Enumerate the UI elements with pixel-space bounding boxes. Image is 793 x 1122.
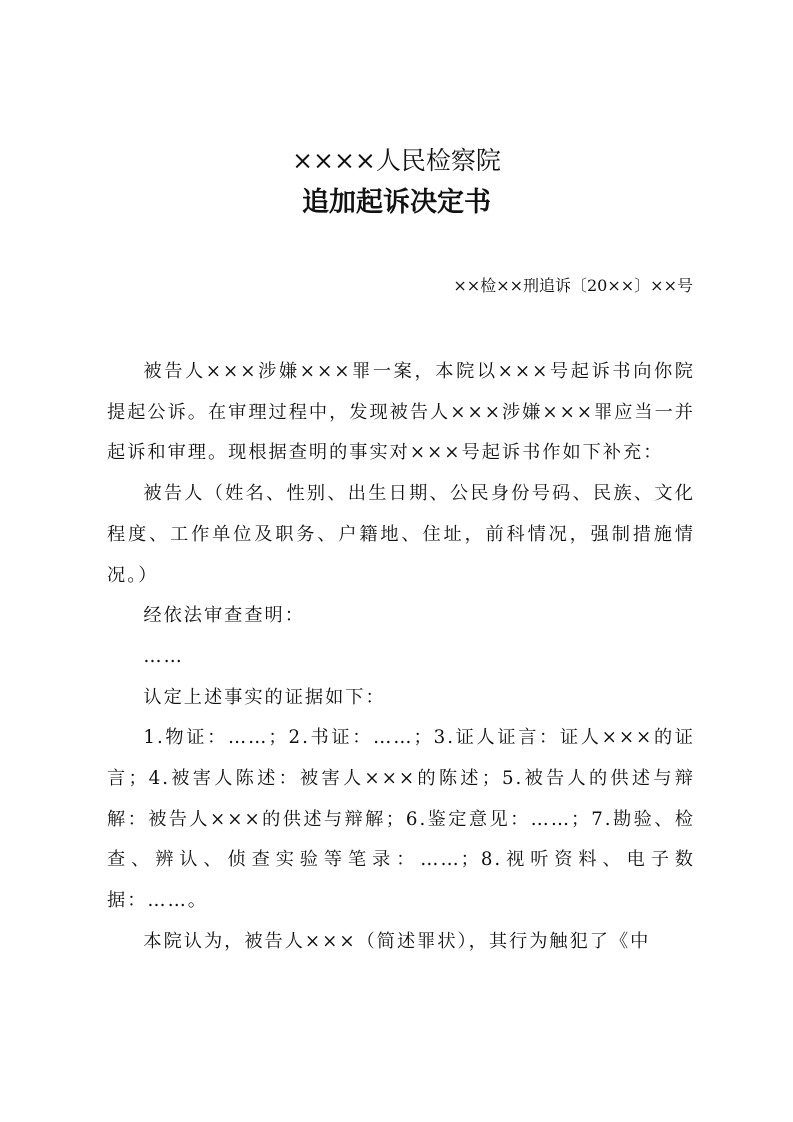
paragraph-ellipsis: ……	[143, 645, 184, 667]
procuratorate-name: ××××人民检察院	[292, 146, 501, 175]
paragraph-review-findings: 经依法审查查明：	[143, 605, 305, 627]
document-number: ××检××刑追诉〔20××〕××号	[453, 276, 693, 295]
document-body	[107, 352, 695, 963]
paragraph-evidence-list: 1.物证：……；2.书证：……；3.证人证言：证人×××的证言；4.被害人陈述：被害人×××的陈述；5.被告人的供述与辩解：被告人×××的供述与辩解；6.鉴定意见：……；7.勘验、检查、辨认、侦查实验等笔录：……；8.视听资料、电子数据：……。	[107, 727, 695, 912]
document-title: 追加起诉决定书	[302, 187, 491, 218]
paragraph-evidence-intro: 认定上述事实的证据如下：	[143, 686, 386, 708]
paragraph-conclusion: 本院认为，被告人×××（简述罪状），其行为触犯了《中	[143, 930, 651, 952]
paragraph-case-intro: 被告人×××涉嫌×××罪一案，本院以×××号起诉书向你院提起公诉。在审理过程中，发现被告人×××涉嫌×××罪应当一并起诉和审理。现根据查明的事实对×××号起诉书作如下补充：	[107, 361, 695, 464]
paragraph-defendant-info: 被告人（姓名、性别、出生日期、公民身份号码、民族、文化程度、工作单位及职务、户籍地、住址，前科情况，强制措施情况。）	[107, 483, 695, 586]
